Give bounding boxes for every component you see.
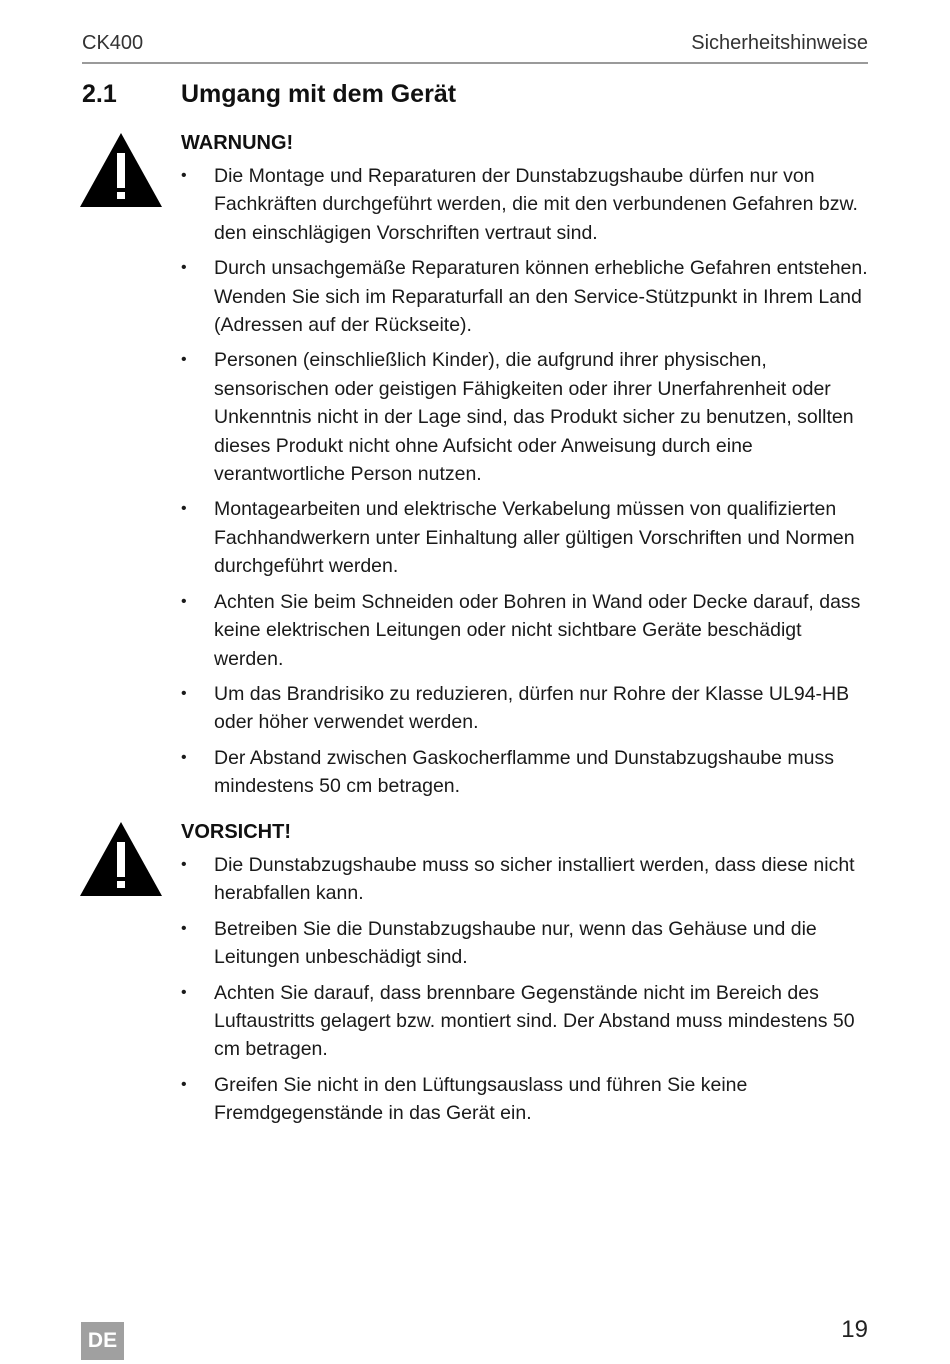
list-item: • Der Abstand zwischen Gaskocherflamme und Dunstabzugshaube muss mindestens 50 cm betragen. xyxy=(181,744,871,801)
list-item: • Achten Sie darauf, dass brennbare Gegenstände nicht im Bereich des Luftaustritts gelagert bzw. montiert sind. Der Abstand muss mindestens 50 cm betragen. xyxy=(181,979,871,1064)
bullet-icon: • xyxy=(181,500,187,518)
warning-block xyxy=(181,130,871,808)
warning-triangle-icon xyxy=(80,822,162,896)
bullet-icon: • xyxy=(181,983,187,1001)
list-item: • Montagearbeiten und elektrische Verkabelung müssen von qualifizierten Fachhandwerkern unter Einhaltung aller gültigen Vorschriften und Normen durchgeführt werden. xyxy=(181,495,871,580)
warning-label: WARNUNG! xyxy=(181,132,294,154)
page-header xyxy=(82,32,868,64)
section-number: 2.1 xyxy=(82,80,117,108)
bullet-icon: • xyxy=(181,592,187,610)
bullet-icon: • xyxy=(181,351,187,369)
list-item: • Betreiben Sie die Dunstabzugshaube nur, wenn das Gehäuse und die Leitungen unbeschädigt sind. xyxy=(181,915,871,972)
bullet-icon: • xyxy=(181,259,187,277)
caution-label: VORSICHT! xyxy=(181,821,291,843)
list-item: • Die Montage und Reparaturen der Dunstabzugshaube dürfen nur von Fachkräften durchgeführt werden, die mit den verbundenen Gefahren bzw. den einschlägigen Vorschriften vertraut sind. xyxy=(181,162,871,247)
warning-triangle-icon xyxy=(80,133,162,207)
header-chapter: Sicherheitshinweise xyxy=(691,32,868,54)
bullet-icon: • xyxy=(181,856,187,873)
warning-list xyxy=(181,162,871,801)
bullet-icon: • xyxy=(181,167,187,184)
language-badge: DE xyxy=(81,1322,124,1360)
section-title: Umgang mit dem Gerät xyxy=(181,80,457,108)
list-item: • Personen (einschließlich Kinder), die aufgrund ihrer physischen, sensorischen oder geistigen Fähigkeiten oder ihrer Unerfahrenheit oder Unkenntnis nicht in der Lage sind, das Produkt sicher zu benutzen, sollten dieses Produkt nicht ohne Aufsicht oder Anweisung durch eine verantwortliche Person nutzen. xyxy=(181,346,871,488)
bullet-icon: • xyxy=(181,684,187,702)
caution-block xyxy=(181,819,871,1135)
list-item: • Um das Brandrisiko zu reduzieren, dürfen nur Rohre der Klasse UL94-HB oder höher verwendet werden. xyxy=(181,680,871,737)
list-item: • Durch unsachgemäße Reparaturen können erhebliche Gefahren entstehen. Wenden Sie sich im Reparaturfall an den Service-Stützpunkt in Ihrem Land (Adressen auf der Rückseite). xyxy=(181,254,871,339)
page-number: 19 xyxy=(841,1316,868,1343)
list-item: • Greifen Sie nicht in den Lüftungsauslass und führen Sie keine Fremdgegenstände in das Gerät ein. xyxy=(181,1071,871,1128)
list-item: • Die Dunstabzugshaube muss so sicher installiert werden, dass diese nicht herabfallen kann. xyxy=(181,851,871,908)
header-product: CK400 xyxy=(82,32,144,54)
list-item: • Achten Sie beim Schneiden oder Bohren in Wand oder Decke darauf, dass keine elektrischen Leitungen oder nicht sichtbare Geräte beschädigt werden. xyxy=(181,588,871,673)
bullet-icon: • xyxy=(181,748,187,766)
bullet-icon: • xyxy=(181,919,187,937)
section-heading xyxy=(82,80,868,109)
bullet-icon: • xyxy=(181,1075,187,1093)
caution-list xyxy=(181,851,871,1128)
